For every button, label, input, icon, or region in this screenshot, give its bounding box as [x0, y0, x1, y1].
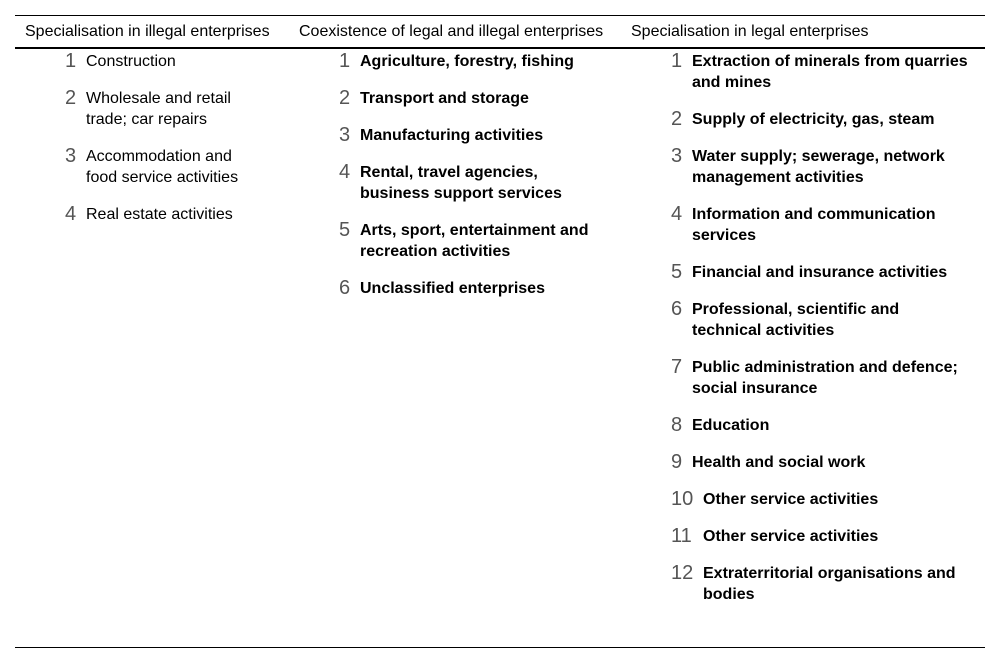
item-number: 4 — [671, 203, 683, 225]
item-label: Information and communication services — [692, 206, 936, 244]
item-number: 3 — [339, 124, 351, 146]
item-label: Rental, travel agencies, business support services — [360, 164, 562, 202]
list-item — [671, 452, 971, 473]
item-label: Extraterritorial organisations and bodies — [703, 565, 956, 603]
item-number: 10 — [671, 488, 694, 510]
item-number: 9 — [671, 451, 683, 473]
item-label: Professional, scientific and technical activities — [692, 301, 900, 339]
item-number: 2 — [65, 87, 77, 109]
list-item — [671, 526, 971, 547]
item-label: Unclassified enterprises — [360, 280, 545, 297]
item-label: Financial and insurance activities — [692, 264, 948, 281]
item-label: Other service activities — [703, 528, 879, 545]
list-item — [339, 220, 609, 262]
list-item — [671, 204, 971, 246]
list-item — [65, 51, 265, 72]
item-number: 4 — [339, 161, 351, 183]
list-item — [65, 146, 265, 188]
header-rule — [15, 47, 985, 49]
table-bottom-rule — [15, 647, 985, 648]
list-item — [671, 146, 971, 188]
item-label: Arts, sport, entertainment and recreation activities — [360, 222, 589, 260]
list-item — [65, 204, 265, 225]
list-item — [671, 489, 971, 510]
item-label: Public administration and defence; social insurance — [692, 359, 958, 397]
item-number: 8 — [671, 414, 683, 436]
legal-sector-list — [671, 51, 971, 621]
item-label: Other service activities — [703, 491, 879, 508]
item-label: Education — [692, 417, 770, 434]
list-item — [339, 88, 609, 109]
item-label: Wholesale and retail trade; car repairs — [86, 90, 231, 128]
item-number: 1 — [65, 50, 77, 72]
list-item — [339, 278, 609, 299]
list-item — [671, 415, 971, 436]
list-item — [671, 262, 971, 283]
item-label: Supply of electricity, gas, steam — [692, 111, 935, 128]
list-item — [671, 563, 971, 605]
item-label: Water supply; sewerage, network management activities — [692, 148, 945, 186]
table-top-rule — [15, 15, 985, 16]
item-number: 1 — [339, 50, 351, 72]
list-item — [65, 88, 265, 130]
column-header-illegal: Specialisation in illegal enterprises — [25, 23, 270, 40]
item-label: Transport and storage — [360, 90, 529, 107]
column-header-coexistence: Coexistence of legal and illegal enterprises — [299, 23, 604, 40]
item-label: Construction — [86, 53, 176, 70]
item-label: Real estate activities — [86, 206, 233, 223]
item-number: 3 — [671, 145, 683, 167]
illegal-sector-list — [65, 51, 265, 241]
column-header-legal: Specialisation in legal enterprises — [631, 23, 869, 40]
item-number: 6 — [671, 298, 683, 320]
item-number: 2 — [339, 87, 351, 109]
item-label: Health and social work — [692, 454, 866, 471]
list-item — [671, 299, 971, 341]
list-item — [671, 51, 971, 93]
item-number: 2 — [671, 108, 683, 130]
coexistence-sector-list — [339, 51, 609, 315]
list-item — [339, 162, 609, 204]
item-number: 12 — [671, 562, 694, 584]
item-number: 5 — [671, 261, 683, 283]
list-item — [339, 125, 609, 146]
item-number: 7 — [671, 356, 683, 378]
item-number: 5 — [339, 219, 351, 241]
item-label: Agriculture, forestry, fishing — [360, 53, 574, 70]
item-number: 3 — [65, 145, 77, 167]
list-item — [671, 109, 971, 130]
item-number: 11 — [671, 525, 692, 547]
item-number: 4 — [65, 203, 77, 225]
item-label: Extraction of minerals from quarries and mines — [692, 53, 968, 91]
list-item — [671, 357, 971, 399]
item-label: Manufacturing activities — [360, 127, 544, 144]
item-label: Accommodation and food service activities — [86, 148, 239, 186]
list-item — [339, 51, 609, 72]
item-number: 1 — [671, 50, 683, 72]
item-number: 6 — [339, 277, 351, 299]
